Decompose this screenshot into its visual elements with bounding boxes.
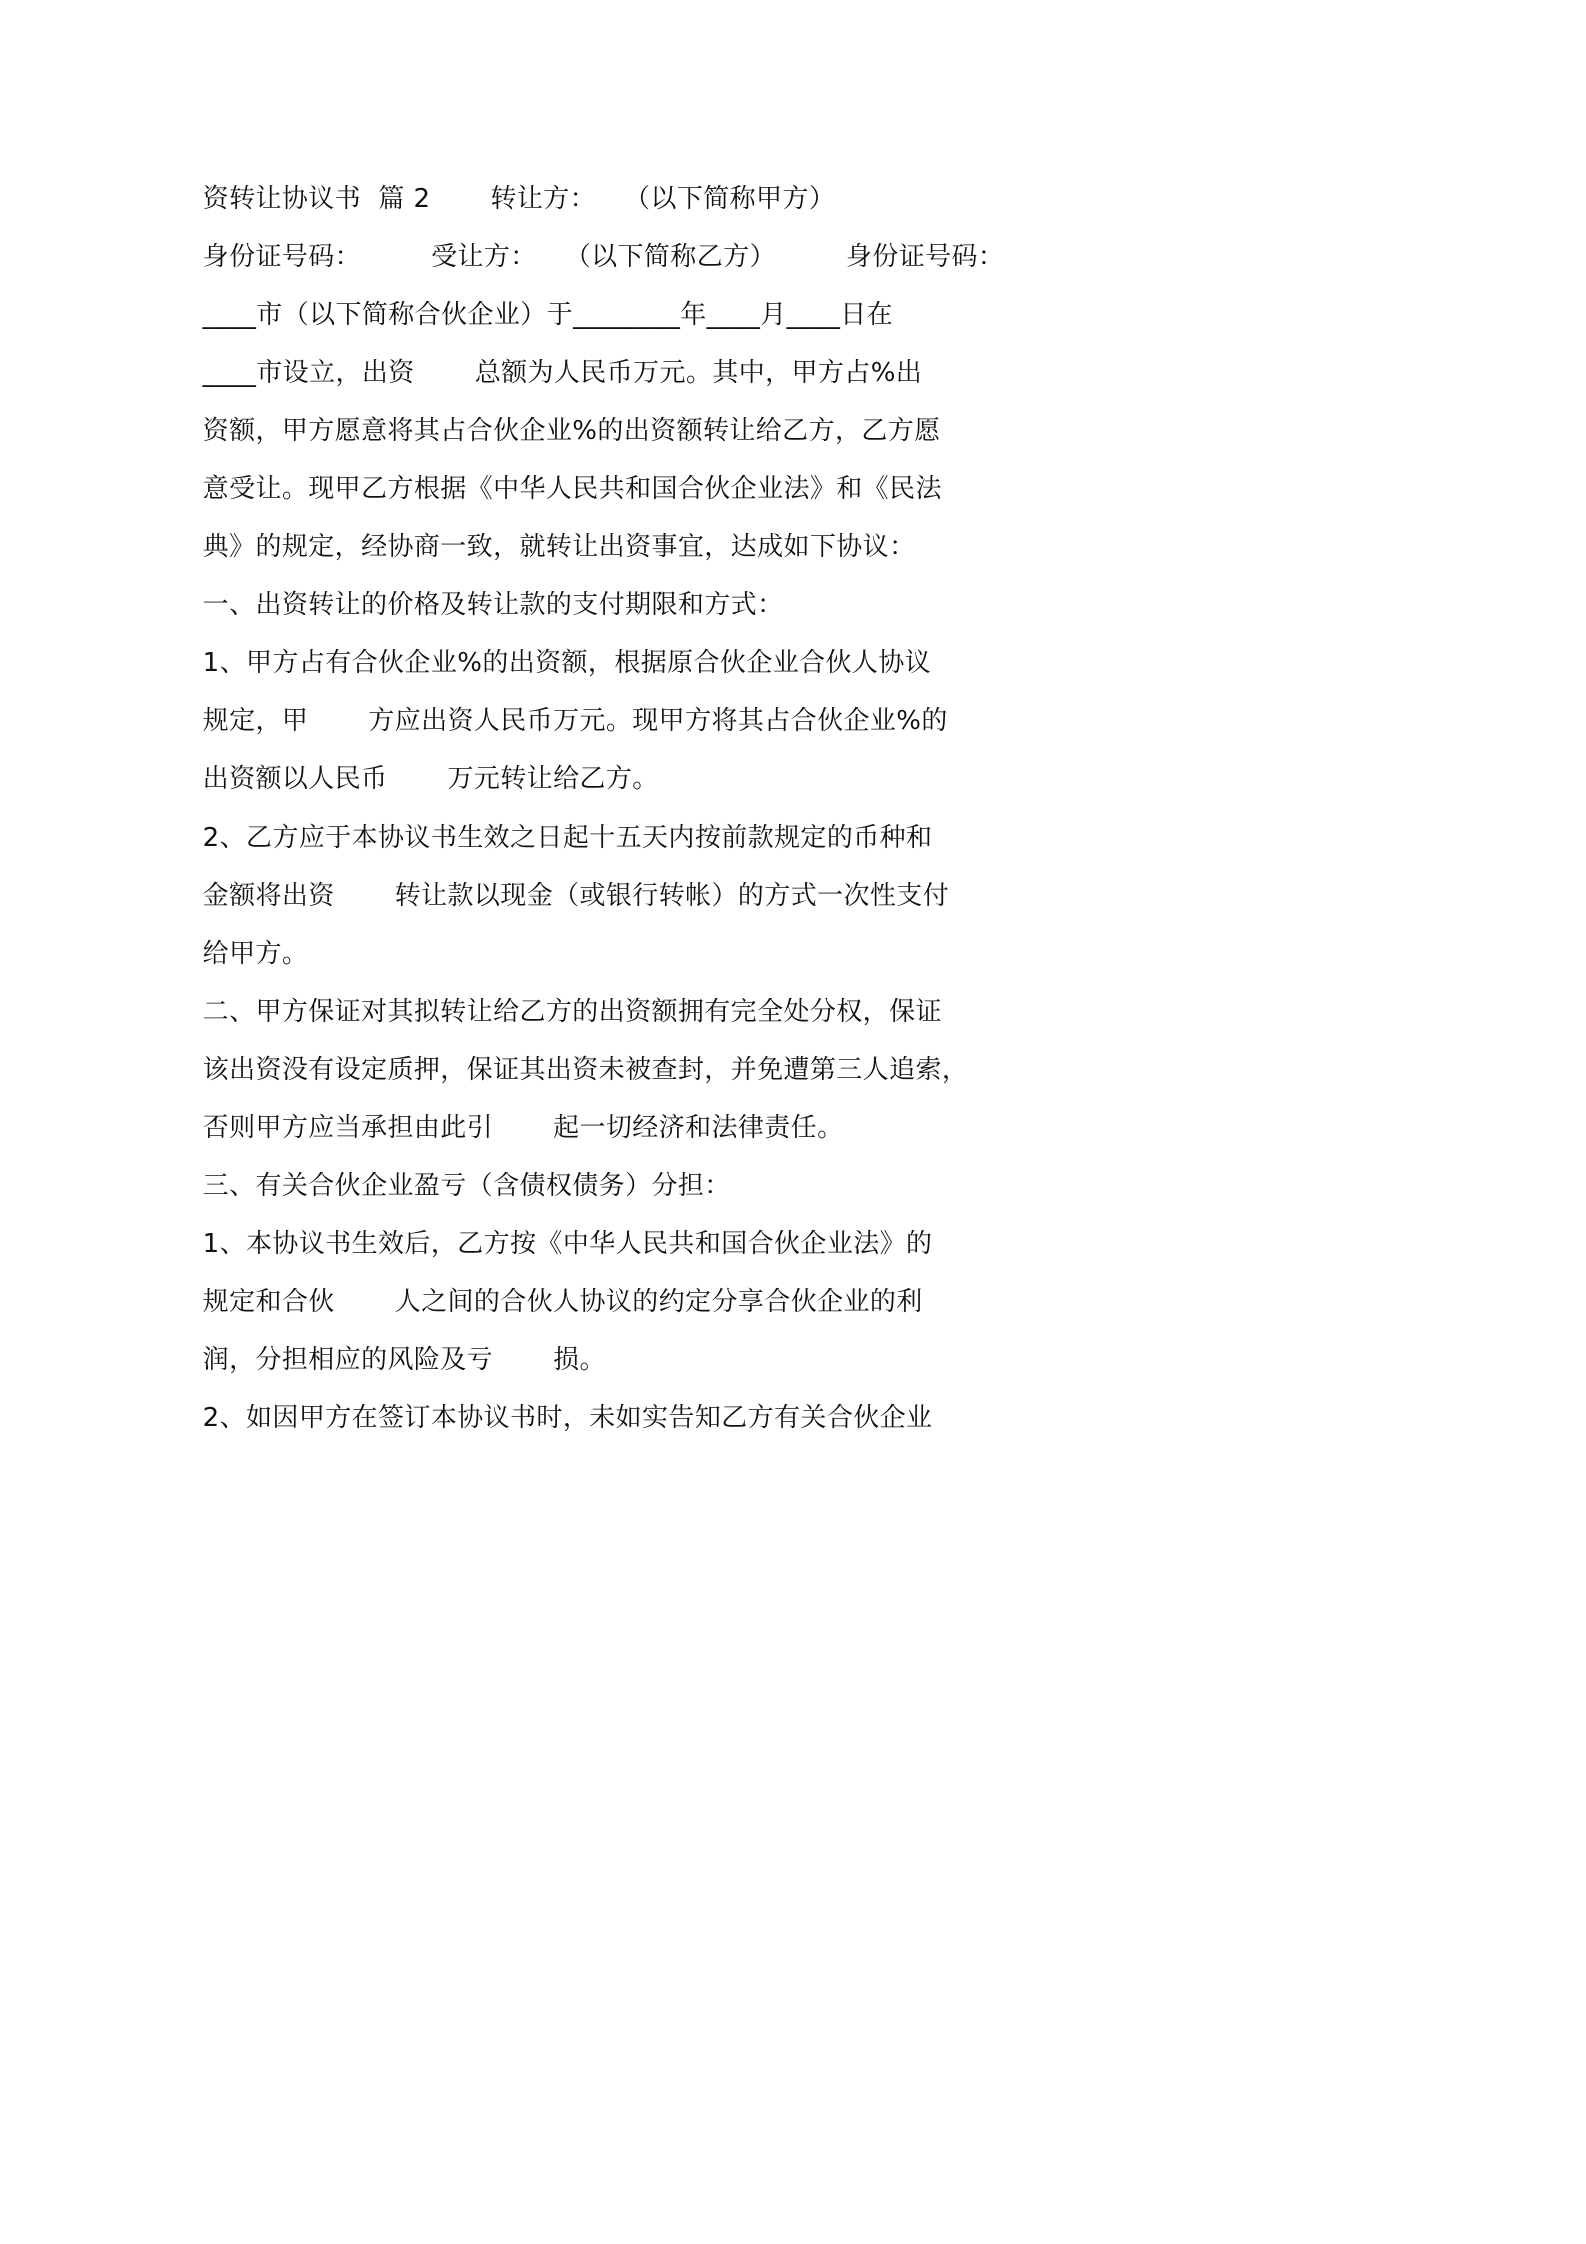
text-line xyxy=(168,255,894,330)
clause-text: 否则甲方应当承担由此引 xyxy=(202,1113,494,1143)
text-line xyxy=(168,1068,844,1143)
clause-text: 规定，甲 xyxy=(202,706,309,736)
text-line xyxy=(168,545,784,620)
text-line xyxy=(168,197,1005,272)
text-line xyxy=(168,1300,606,1375)
paragraph-text: ____市（以下简称合伙企业）于________年____月____日在 xyxy=(202,300,894,330)
text-line xyxy=(168,894,309,969)
clause-text: 规定和合伙 xyxy=(202,1287,335,1317)
paragraph-text: 意受让。现甲乙方根据《中华人民共和国合伙企业法》和《民法 xyxy=(202,474,942,504)
text-line xyxy=(168,778,933,853)
text-line xyxy=(168,952,942,1027)
clause-text: 2、乙方应于本协议书生效之日起十五天内按前款规定的币种和 xyxy=(202,823,933,853)
id-number-label: 身份证号码： xyxy=(202,242,362,272)
clause-text: 方应出资人民币万元。现甲方将其占合伙企业%的 xyxy=(368,706,948,736)
text-line xyxy=(168,487,916,562)
document-page xyxy=(0,0,1103,1561)
clause-text: 给甲方。 xyxy=(202,939,309,969)
paragraph-text: 资额，甲方愿意将其占合伙企业%的出资额转让给乙方，乙方愿 xyxy=(202,416,941,446)
clause-text: 该出资没有设定质押，保证其出资未被查封，并免遭第三人追索， xyxy=(202,1055,969,1085)
transferee-alias: （以下简称乙方） xyxy=(564,242,776,272)
text-line xyxy=(168,139,836,214)
text-line xyxy=(168,719,659,794)
clause-text: 润，分担相应的风险及亏 xyxy=(202,1345,494,1375)
text-line xyxy=(168,661,948,736)
section-heading: 三、有关合伙企业盈亏（含债权债务）分担： xyxy=(202,1171,731,1201)
transferee-label: 受让方： xyxy=(431,242,537,272)
text-line xyxy=(168,371,941,446)
text-line xyxy=(168,1358,933,1433)
clause-text: 1、甲方占有合伙企业%的出资额，根据原合伙企业合伙人协议 xyxy=(202,648,932,678)
clause-text: 金额将出资 xyxy=(202,881,335,911)
clause-text: 转让款以现金（或银行转帐）的方式一次性支付 xyxy=(394,881,950,911)
clause-text: 万元转让给乙方。 xyxy=(447,764,659,794)
text-line xyxy=(168,1184,933,1259)
paragraph-text: ____市设立，出资 xyxy=(202,358,415,388)
transferor-label: 转让方： xyxy=(490,184,597,214)
text-line xyxy=(168,429,942,504)
paragraph-text: 典》的规定，经协商一致，就转让出资事宜，达成如下协议： xyxy=(202,532,916,562)
clause-text: 1、本协议书生效后，乙方按《中华人民共和国合伙企业法》的 xyxy=(202,1229,933,1259)
clause-text: 出资额以人民币 xyxy=(202,764,388,794)
text-line xyxy=(168,1010,969,1085)
clause-text: 人之间的合伙人协议的约定分享合伙企业的利 xyxy=(394,1287,923,1317)
section-heading: 一、出资转让的价格及转让款的支付期限和方式： xyxy=(202,590,784,620)
text-line xyxy=(168,836,950,911)
transferor-alias: （以下简称甲方） xyxy=(624,184,836,214)
doc-heading: 资转让协议书 篇 2 xyxy=(202,184,431,214)
paragraph-text: 总额为人民币万元。其中，甲方占%出 xyxy=(474,358,923,388)
text-line xyxy=(168,1126,731,1201)
text-line xyxy=(168,603,932,678)
text-line xyxy=(168,1242,923,1317)
section-heading: 二、甲方保证对其拟转让给乙方的出资额拥有完全处分权，保证 xyxy=(202,997,942,1027)
clause-text: 损。 xyxy=(553,1345,606,1375)
id-number-label: 身份证号码： xyxy=(845,242,1005,272)
text-line xyxy=(168,313,923,388)
clause-text: 2、如因甲方在签订本协议书时，未如实告知乙方有关合伙企业 xyxy=(202,1403,933,1433)
clause-text: 起一切经济和法律责任。 xyxy=(553,1113,844,1143)
